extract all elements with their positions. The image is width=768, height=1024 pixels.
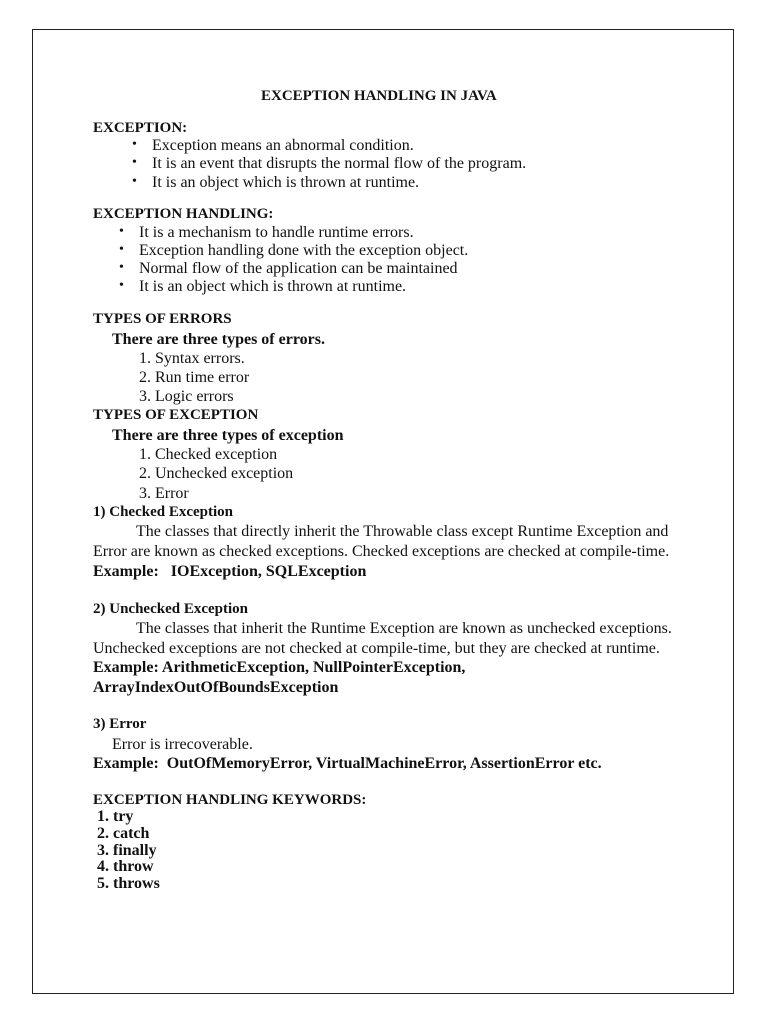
paragraph-line: Error are known as checked exceptions. Checked exceptions are checked at compile-time. — [93, 543, 670, 560]
section-heading-exception-handling: EXCEPTION HANDLING: — [93, 206, 274, 222]
list-item: • It is an event that disrupts the normal flow of the program. — [152, 155, 526, 173]
subsection-heading-unchecked: 2) Unchecked Exception — [93, 601, 248, 617]
subsection-heading-checked: 1) Checked Exception — [93, 504, 233, 520]
list-item: • Normal flow of the application can be maintained — [139, 260, 458, 278]
list-item: • It is a mechanism to handle runtime errors. — [139, 224, 414, 242]
list-item: 3. Error — [139, 485, 189, 502]
list-item: 1. Syntax errors. — [139, 350, 245, 367]
keyword-item: 1. try — [97, 808, 134, 825]
list-item: • Exception handling done with the exception object. — [139, 242, 468, 260]
example-line: Example: IOException, SQLException — [93, 563, 367, 580]
example-line: ArrayIndexOutOfBoundsException — [93, 679, 339, 696]
section-heading-types-of-errors: TYPES OF ERRORS — [93, 311, 232, 327]
paragraph-line: The classes that directly inherit the Throwable class except Runtime Exception and — [136, 523, 669, 540]
paragraph-line: Error is irrecoverable. — [112, 736, 253, 753]
paragraph-line: Unchecked exceptions are not checked at compile-time, but they are checked at runtime. — [93, 640, 660, 657]
list-item: 2. Unchecked exception — [139, 465, 294, 482]
section-intro: There are three types of exception — [112, 427, 344, 444]
paragraph-line: The classes that inherit the Runtime Exception are known as unchecked exceptions. — [136, 620, 672, 637]
section-intro: There are three types of errors. — [112, 331, 325, 348]
keyword-item: 2. catch — [97, 825, 150, 842]
example-line: Example: ArithmeticException, NullPointerException, — [93, 659, 466, 676]
section-heading-types-of-exception: TYPES OF EXCEPTION — [93, 407, 259, 423]
list-item: 3. Logic errors — [139, 388, 234, 405]
document-title: EXCEPTION HANDLING IN JAVA — [261, 88, 497, 104]
keyword-item: 3. finally — [97, 842, 157, 859]
list-item: 2. Run time error — [139, 369, 250, 386]
example-line: Example: OutOfMemoryError, VirtualMachineError, AssertionError etc. — [93, 755, 602, 772]
list-item: • It is an object which is thrown at runtime. — [152, 174, 419, 192]
list-item: • Exception means an abnormal condition. — [152, 137, 414, 155]
keyword-item: 4. throw — [97, 858, 154, 875]
list-item: • It is an object which is thrown at runtime. — [139, 278, 406, 296]
section-heading-exception: EXCEPTION: — [93, 120, 188, 136]
section-heading-keywords: EXCEPTION HANDLING KEYWORDS: — [93, 792, 367, 808]
subsection-heading-error: 3) Error — [93, 716, 147, 732]
keyword-item: 5. throws — [97, 875, 160, 892]
list-item: 1. Checked exception — [139, 446, 278, 463]
